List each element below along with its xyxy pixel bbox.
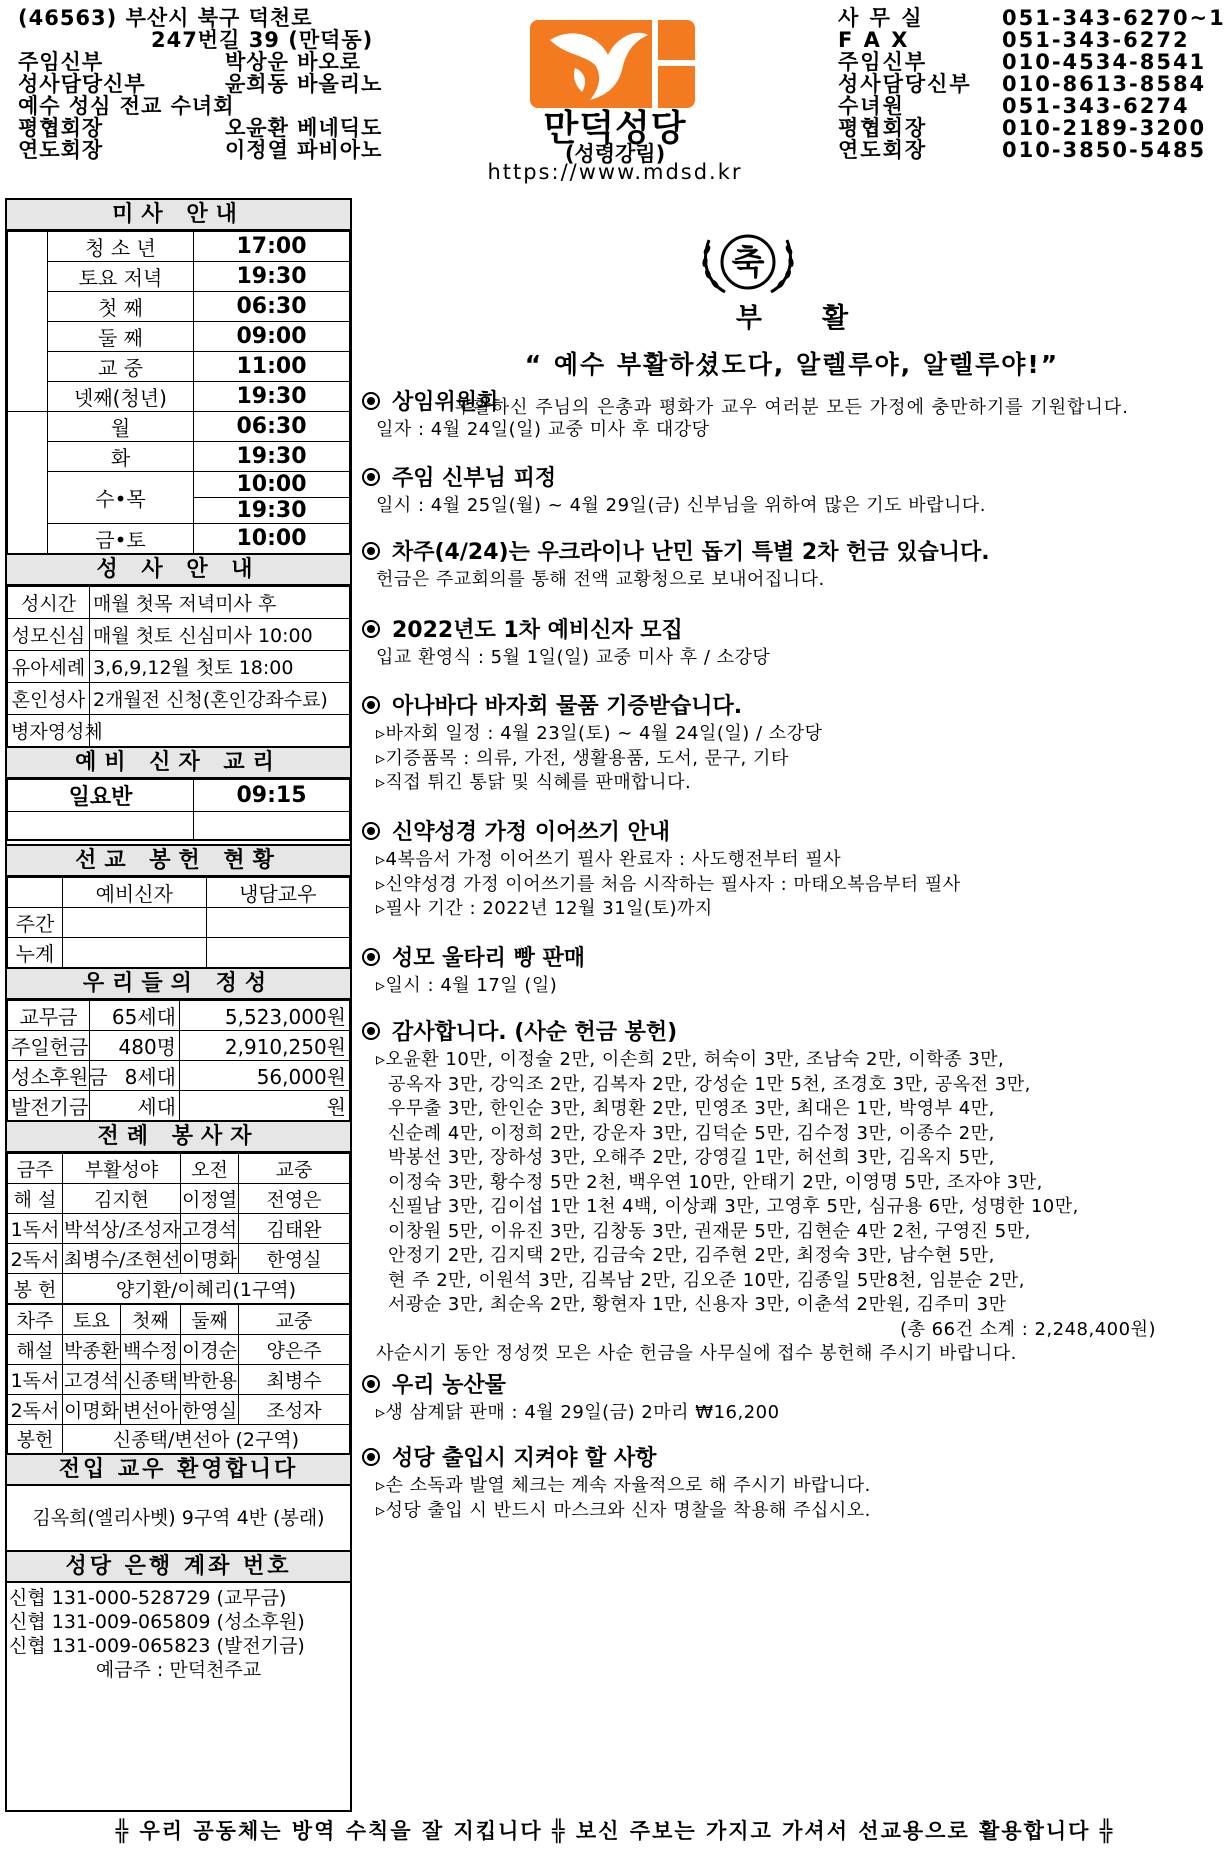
mission-cell: 주간	[8, 907, 63, 937]
server-cell: 한영실	[181, 1394, 239, 1424]
announcement-title-text: 성모 울타리 빵 판매	[392, 946, 585, 971]
offering-title: 우리들의 정성	[7, 969, 350, 1000]
header-left-label: 연도회장	[18, 138, 104, 162]
announcement-line: ▹손 소독과 발열 체크는 계속 자율적으로 해 주시기 바랍니다.	[376, 1475, 871, 1496]
server-cell: 양기환/이혜리(1구역)	[63, 1273, 350, 1303]
announcement-title-text: 아나바다 바자회 물품 기증받습니다.	[392, 694, 743, 719]
server-cell: 차주	[8, 1304, 63, 1334]
church-url[interactable]: https://www.mdsd.kr	[487, 160, 743, 184]
offering-name: 교무금	[8, 1000, 90, 1030]
bank-account: 신협 131-000-528729 (교무금)	[9, 1587, 287, 1609]
server-cell: 봉 헌	[8, 1273, 63, 1303]
server-cell: 양은주	[239, 1334, 350, 1364]
offering-count: 8세대	[90, 1060, 180, 1090]
announcement-line: 입교 환영식 : 5월 1일(일) 교중 미사 후 / 소강당	[376, 647, 771, 668]
sacrament-name: 성시간	[8, 587, 90, 619]
announcement-title-text: 주임 신부님 피정	[392, 466, 557, 491]
server-cell: 박종환	[63, 1334, 121, 1364]
mass-row	[8, 232, 350, 262]
sacrament-info: 매월 첫목 저녁미사 후	[90, 587, 350, 619]
announcement-title	[358, 692, 1226, 722]
header-contact-label: 주임신부	[838, 50, 928, 74]
mission-col-header: 예비신자	[63, 877, 207, 907]
offering-name: 성소후원금	[8, 1060, 90, 1090]
server-cell: 김태완	[239, 1213, 350, 1243]
server-cell: 1독서	[8, 1213, 63, 1243]
server-cell: 토요	[63, 1304, 121, 1334]
server-cell: 교중	[239, 1304, 350, 1334]
server-cell: 이경순	[181, 1334, 239, 1364]
announcement-title	[358, 464, 1226, 494]
announcement-title	[358, 1018, 1226, 1048]
mass-time: 06:30	[194, 412, 350, 442]
mass-time: 19:30	[194, 382, 350, 412]
announcement	[358, 1444, 1226, 1523]
header-contact-label: 사 무 실	[838, 6, 924, 30]
announcement-line: ▹필사 기간 : 2022년 12월 31일(토)까지	[376, 898, 713, 919]
announcement-line: 이창원 5만, 이유진 3만, 김창동 3만, 권재문 5만, 김현순 4만 2천, 구영진 5만,	[388, 1220, 1031, 1242]
sacrament-info: 매월 첫토 신심미사 10:00	[90, 619, 350, 651]
server-cell: 첫째	[121, 1304, 181, 1334]
announcement	[358, 1018, 1226, 1367]
mass-name: 둘 째	[48, 322, 194, 352]
mission-col-header: 냉담교우	[206, 877, 350, 907]
mass-row	[8, 262, 350, 292]
bullet-icon	[362, 822, 380, 840]
bullet-icon	[362, 948, 380, 966]
server-cell: 교중	[239, 1153, 350, 1183]
celebration-badge	[693, 222, 803, 302]
header-left-label: 247번길 39 (만덕동)	[18, 28, 374, 52]
mass-name: 청 소 년	[48, 232, 194, 262]
announcement-line: 공옥자 3만, 강익조 2만, 김복자 2만, 강성순 1만 5천, 조경호 3만, 공옥전 3만,	[388, 1073, 1031, 1095]
server-cell: 전영은	[239, 1183, 350, 1213]
server-cell: 변선아	[121, 1394, 181, 1424]
server-cell: 김지현	[63, 1183, 181, 1213]
mass-time: 19:30	[194, 262, 350, 292]
announcement-title-text: 신약성경 가정 이어쓰기 안내	[392, 820, 671, 845]
welcome-title: 전입 교우 환영합니다	[7, 1455, 350, 1486]
announcement-title-text: 우리 농산물	[392, 1373, 506, 1398]
header-contact-label: 성사담당신부	[838, 72, 972, 96]
announcement	[358, 538, 1226, 593]
badge-text: 축	[731, 243, 765, 283]
offering-table	[7, 1000, 350, 1122]
mass-time: 19:30	[194, 498, 350, 524]
mission-table	[7, 877, 350, 969]
announcement-line: ▹오윤환 10만, 이정술 2만, 이손희 2만, 허숙이 3만, 조남숙 2만, 이학종 3만,	[376, 1049, 1005, 1070]
server-cell: 해 설	[8, 1183, 63, 1213]
announcement	[358, 1371, 1226, 1426]
bank-accounts	[7, 1583, 350, 1658]
sacrament-name: 혼인성사	[8, 683, 90, 715]
announcement-title-text: 상임위원회	[392, 390, 499, 415]
announcement-line: ▹생 삼계닭 판매 : 4월 29일(금) 2마리 ₩16,200	[376, 1402, 780, 1423]
server-cell: 금주	[8, 1153, 63, 1183]
mass-time: 17:00	[194, 232, 350, 262]
mass-time: 09:00	[194, 322, 350, 352]
mission-cell	[206, 907, 350, 937]
mass-time: 11:00	[194, 352, 350, 382]
header-left-value: 윤희동 바올리노	[225, 72, 383, 96]
announcement-title	[358, 1371, 1226, 1401]
announcement-total: (총 66건 소계 : 2,248,400원)	[900, 1318, 1156, 1340]
server-cell: 이명화	[63, 1394, 121, 1424]
mission-title: 선교 봉헌 현황	[7, 846, 350, 877]
announcement-line: 신순례 4만, 이정희 2만, 강운자 3만, 김덕순 5만, 김수정 3만, 이종수 2만,	[388, 1122, 995, 1144]
header-contact-phone: 010-2189-3200	[1002, 116, 1207, 140]
announcement-title-text: 2022년도 1차 예비신자 모집	[392, 618, 683, 643]
bullet-icon	[362, 1448, 380, 1466]
servers-table-week1	[7, 1153, 350, 1304]
left-column	[5, 198, 352, 1812]
announcement-line: 헌금은 주교회의를 통해 전액 교황청으로 보내어집니다.	[376, 569, 825, 590]
server-cell: 봉헌	[8, 1424, 63, 1454]
church-name: 만덕성당	[543, 108, 687, 149]
bullet-icon	[362, 392, 380, 410]
announcement-title	[358, 388, 1226, 418]
announcement	[358, 464, 1226, 519]
mass-row	[8, 472, 350, 498]
offering-count: 65세대	[90, 1000, 180, 1030]
bank-account: 신협 131-009-065823 (발전기금)	[9, 1635, 305, 1657]
announcement-title-text: 차주(4/24)는 우크라이나 난민 돕기 특별 2차 헌금 있습니다.	[392, 540, 990, 565]
mission-cell	[63, 937, 207, 968]
bullet-icon	[362, 1022, 380, 1040]
bullet-icon	[362, 468, 380, 486]
announcement-line: ▹성당 출입 시 반드시 마스크와 신자 명찰을 착용해 주십시오.	[376, 1499, 871, 1521]
server-cell: 1독서	[8, 1364, 63, 1394]
mass-name: 수•목	[48, 472, 194, 524]
offering-name: 발전기금	[8, 1090, 90, 1121]
announcement-title	[358, 944, 1226, 974]
sacrament-info	[90, 715, 350, 747]
offering-amount: 5,523,000원	[180, 1000, 350, 1030]
announcement-title-text: 성당 출입시 지켜야 할 사항	[392, 1446, 657, 1471]
server-cell: 2독서	[8, 1243, 63, 1273]
announcement	[358, 692, 1226, 796]
header-left-label: 주임신부	[18, 50, 104, 74]
sacrament-info: 3,6,9,12월 첫토 18:00	[90, 651, 350, 683]
header-contact-phone: 051-343-6270~1	[1002, 6, 1226, 30]
offering-amount: 2,910,250원	[180, 1030, 350, 1060]
header-contact-label: F A X	[838, 28, 910, 52]
mass-row	[8, 524, 350, 555]
header-contact-label: 연도회장	[838, 138, 928, 162]
mass-row	[8, 292, 350, 322]
announcement-line: 일시 : 4월 25일(월) ~ 4월 29일(금) 신부님을 위하여 많은 기도 바랍니다.	[376, 495, 987, 516]
announcement-line: ▹일시 : 4월 17일 (일)	[376, 975, 558, 996]
announcement-note: 사순시기 동안 정성껏 모은 사순 헌금을 사무실에 접수 봉헌해 주시기 바랍니다.	[376, 1343, 1017, 1364]
header-contact-label: 평협회장	[838, 116, 928, 140]
mass-name: 화	[48, 442, 194, 472]
offering-amount: 원	[180, 1090, 350, 1121]
announcement-line: 우무출 3만, 한인순 3만, 최명환 2만, 민영조 3만, 최대은 1만, 박영부 4만,	[388, 1098, 995, 1119]
server-cell: 고경석	[63, 1364, 121, 1394]
bullet-icon	[362, 542, 380, 560]
announcement-line: 일자 : 4월 24일(일) 교중 미사 후 대강당	[376, 419, 710, 440]
server-cell: 한영실	[239, 1243, 350, 1273]
announcement-line: ▹바자회 일정 : 4월 23일(토) ~ 4월 24일(일) / 소강당	[376, 723, 823, 744]
sacrament-info: 2개월전 신청(혼인강좌수료)	[90, 683, 350, 715]
sacrament-title: 성 사 안 내	[7, 555, 350, 586]
mass-title: 미사 안내	[7, 200, 350, 231]
announcement-line: 안정기 2만, 김지택 2만, 김금숙 2만, 김주현 2만, 최정숙 3만, 남수현 5만,	[388, 1245, 995, 1266]
sacrament-table	[7, 586, 350, 748]
mass-time: 10:00	[194, 472, 350, 498]
server-cell: 고경석	[181, 1213, 239, 1243]
server-cell: 2독서	[8, 1394, 63, 1424]
header-left-value: 이정열 파비아노	[225, 138, 383, 162]
mass-name: 교 중	[48, 352, 194, 382]
sacrament-name: 유아세례	[8, 651, 90, 683]
offering-count: 480명	[90, 1030, 180, 1060]
mass-row	[8, 322, 350, 352]
servers-table-week2	[7, 1304, 350, 1456]
server-cell: 박한용	[181, 1364, 239, 1394]
announcement-line: 현 주 2만, 이원석 3만, 김복남 2만, 김오준 10만, 김종일 5만8천, 임분순 2만,	[388, 1269, 1025, 1291]
main-title: 부활	[735, 303, 909, 334]
mass-name: 넷째(청년)	[48, 382, 194, 412]
server-cell: 조성자	[239, 1394, 350, 1424]
offering-name: 주일헌금	[8, 1030, 90, 1060]
header-contact-phone: 010-4534-8541	[1002, 50, 1207, 74]
mass-time: 06:30	[194, 292, 350, 322]
header-left-label: 평협회장	[18, 116, 104, 140]
mission-cell: 누계	[8, 937, 63, 968]
announcement-line: ▹직접 튀긴 통닭 및 식혜를 판매합니다.	[376, 772, 692, 793]
header-contact-phone: 010-3850-5485	[1002, 138, 1207, 162]
offering-amount: 56,000원	[180, 1060, 350, 1090]
main-column	[358, 198, 1226, 1812]
announcement-title-text: 감사합니다. (사순 헌금 봉헌)	[392, 1020, 678, 1045]
sacrament-name: 성모신심	[8, 619, 90, 651]
mission-cell	[206, 937, 350, 968]
offering-count: 세대	[90, 1090, 180, 1121]
header-left-label: 성사담당신부	[18, 72, 146, 96]
header-left-value: 오윤환 베네딕도	[225, 116, 383, 140]
header-contact-phone: 051-343-6274	[1002, 94, 1190, 118]
announcement-line: 서광순 3만, 최순옥 2만, 황현자 1만, 신용자 3만, 이춘석 2만원, 김주미 3만	[388, 1294, 1007, 1315]
catechumen-day: 일요반	[8, 779, 194, 811]
announcement-title	[358, 616, 1226, 646]
servers-title: 전례 봉사자	[7, 1122, 350, 1153]
greeting: 부활하신 주님의 은총과 평화가 교우 여러분 모든 가정에 충만하기를 기원합니다.	[454, 397, 1130, 418]
main-subtitle: “ 예수 부활하셨도다, 알렐루야, 알렐루야!”	[524, 350, 1060, 379]
bullet-icon	[362, 1375, 380, 1393]
mass-row	[8, 352, 350, 382]
mass-name: 토요 저녁	[48, 262, 194, 292]
announcement-title	[358, 1444, 1226, 1474]
server-cell: 백수정	[121, 1334, 181, 1364]
church-logo	[530, 20, 695, 108]
announcement-title	[358, 538, 1226, 568]
header-contact-label: 수녀원	[838, 94, 905, 118]
server-cell: 이명화	[181, 1243, 239, 1273]
announcement-line: 신필남 3만, 김이섭 1만 1천 4백, 이상쾌 3만, 고영후 5만, 심규용 6만, 성명한 10만,	[388, 1196, 1079, 1217]
server-cell: 신종택	[121, 1364, 181, 1394]
mass-table	[7, 231, 350, 555]
catechumen-title: 예비 신자 교리	[7, 748, 350, 779]
mission-cell	[63, 907, 207, 937]
announcement-line: ▹기증품목 : 의류, 가전, 생활용품, 도서, 문구, 기타	[376, 747, 789, 769]
announcement-line: 이정숙 3만, 황수정 5만 2천, 백우연 10만, 안태기 2만, 이영명 5만, 조자야 3만,	[388, 1171, 1043, 1193]
mass-time: 10:00	[194, 524, 350, 555]
header-left-label: (46563) 부산시 북구 덕천로	[18, 6, 313, 30]
server-cell: 둘째	[181, 1304, 239, 1334]
mass-name: 월	[48, 412, 194, 442]
announcement-line: 박봉선 3만, 장하성 3만, 오해주 2만, 강영길 1만, 허선희 3만, 김옥지 5만,	[388, 1147, 995, 1168]
header-contact-phone: 010-8613-8584	[1002, 72, 1207, 96]
church-subtitle: (성령강림)	[564, 142, 666, 166]
sacrament-name: 병자영성체	[8, 715, 90, 747]
mass-name: 금•토	[48, 524, 194, 555]
header	[0, 0, 1230, 190]
server-cell: 오전	[181, 1153, 239, 1183]
weekday-label	[8, 412, 48, 555]
announcement	[358, 616, 1226, 671]
header-left-label: 예수 성심 전교 수녀회	[18, 94, 235, 118]
catechumen-table	[7, 779, 350, 841]
sunday-label	[8, 232, 48, 412]
announcement	[358, 944, 1226, 999]
server-cell: 해설	[8, 1334, 63, 1364]
server-cell: 최병수/조현선	[63, 1243, 181, 1273]
bank-account: 신협 131-009-065809 (성소후원)	[9, 1611, 305, 1633]
server-cell: 최병수	[239, 1364, 350, 1394]
header-contact-phone: 051-343-6272	[1002, 28, 1190, 52]
server-cell: 이정열	[181, 1183, 239, 1213]
announcement	[358, 388, 1226, 443]
catechumen-time: 09:15	[194, 779, 350, 811]
announcement	[358, 818, 1226, 922]
footer: ╬ 우리 공동체는 방역 수칙을 잘 지킵니다 ╬ 보신 주보는 가지고 가셔서 선교용으로 활용합니다 ╬	[115, 1819, 1115, 1843]
announcement-title	[358, 818, 1226, 848]
mass-row	[8, 382, 350, 412]
welcome-text: 김옥희(엘리사벳) 9구역 4반 (봉래)	[7, 1486, 350, 1552]
mass-row	[8, 442, 350, 472]
mass-time: 19:30	[194, 442, 350, 472]
bullet-icon	[362, 620, 380, 638]
server-cell: 부활성야	[63, 1153, 181, 1183]
bank-holder: 예금주 : 만덕천주교	[95, 1659, 262, 1681]
header-left-value: 박상운 바오로	[225, 50, 362, 74]
mass-row	[8, 412, 350, 442]
mission-col-header	[8, 877, 63, 907]
server-cell: 신종택/변선아 (2구역)	[63, 1424, 350, 1454]
bank-title: 성당 은행 계좌 번호	[7, 1552, 350, 1583]
mass-name: 첫 째	[48, 292, 194, 322]
server-cell: 박석상/조성자	[63, 1213, 181, 1243]
bullet-icon	[362, 696, 380, 714]
announcement-line: ▹4복음서 가정 이어쓰기 필사 완료자 : 사도행전부터 필사	[376, 849, 842, 870]
announcement-line: ▹신약성경 가정 이어쓰기를 처음 시작하는 필사자 : 마태오복음부터 필사	[376, 873, 961, 895]
